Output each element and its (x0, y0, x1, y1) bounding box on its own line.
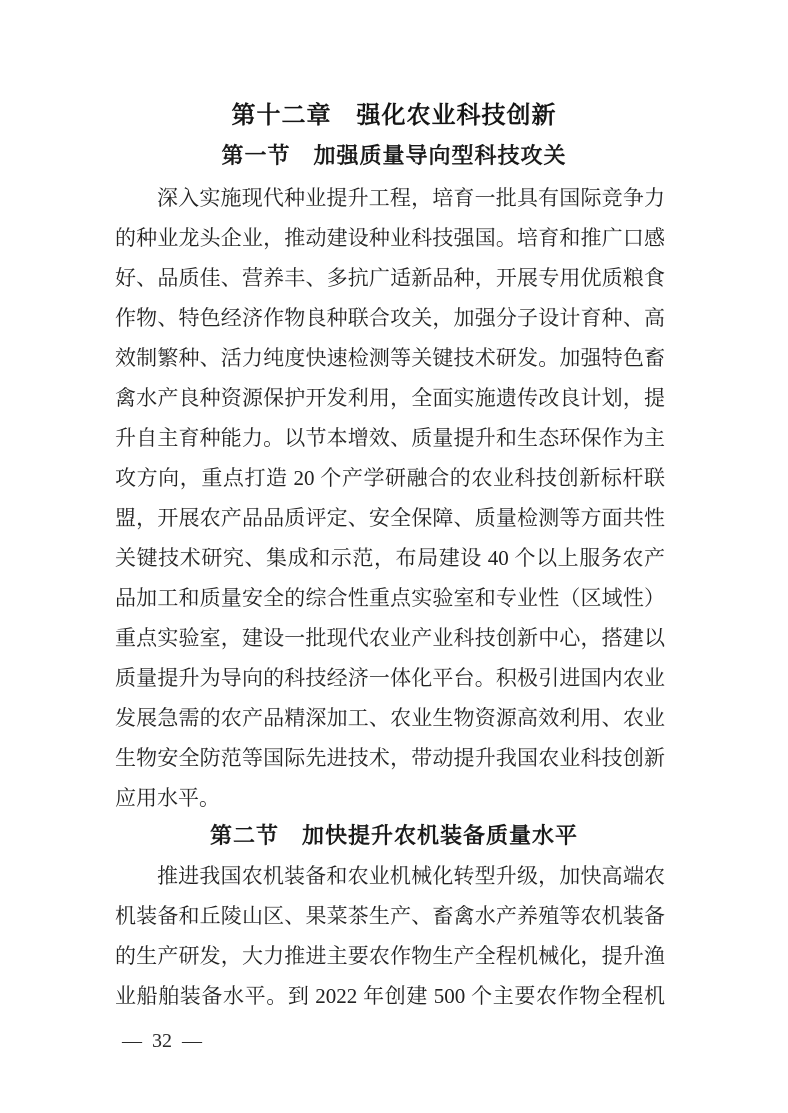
section-1-paragraph (0, 178, 788, 818)
section-title-1: 第一节 加强质量导向型科技攻关 (221, 143, 567, 169)
text-line: 禽水产良种资源保护开发利用，全面实施遗传改良计划，提 (115, 386, 665, 410)
text-line: 品加工和质量安全的综合性重点实验室和专业性（区域性） (115, 586, 665, 610)
page-number: 32 (152, 1030, 172, 1052)
text-line: 作物、特色经济作物良种联合攻关，加强分子设计育种、高 (115, 306, 665, 330)
text-line: 盟，开展农产品品质评定、安全保障、质量检测等方面共性 (115, 506, 665, 530)
text-line: 发展急需的农产品精深加工、农业生物资源高效利用、农业 (115, 706, 665, 730)
text-line: 应用水平。 (115, 786, 220, 810)
page-footer (112, 1030, 788, 1052)
text-line: 升自主育种能力。以节本增效、质量提升和生态环保作为主 (115, 426, 665, 450)
text-line: 好、品质佳、营养丰、多抗广适新品种，开展专用优质粮食 (115, 266, 665, 290)
footer-dash-left: — (122, 1030, 142, 1052)
text-line: 的种业龙头企业，推动建设种业科技强国。培育和推广口感 (115, 226, 665, 250)
text-line: 深入实施现代种业提升工程，培育一批具有国际竞争力 (157, 186, 665, 210)
text-line: 效制繁种、活力纯度快速检测等关键技术研发。加强特色畜 (115, 346, 665, 370)
footer-dash-right: — (182, 1030, 202, 1052)
text-line: 生物安全防范等国际先进技术，带动提升我国农业科技创新 (115, 746, 665, 770)
text-line: 攻方向，重点打造 20 个产学研融合的农业科技创新标杆联 (115, 466, 665, 490)
text-line: 关键技术研究、集成和示范，布局建设 40 个以上服务农产 (115, 546, 665, 570)
text-line: 业船舶装备水平。到 2022 年创建 500 个主要农作物全程机 (115, 984, 665, 1008)
text-line: 重点实验室，建设一批现代农业产业科技创新中心，搭建以 (115, 626, 665, 650)
text-line: 质量提升为导向的科技经济一体化平台。积极引进国内农业 (115, 666, 665, 690)
section-title-2: 第二节 加快提升农机装备质量水平 (209, 823, 578, 849)
text-line: 推进我国农机装备和农业机械化转型升级，加快高端农 (157, 864, 665, 888)
chapter-title: 第十二章 强化农业科技创新 (231, 101, 557, 129)
section-2-paragraph (0, 856, 788, 1016)
text-line: 的生产研发，大力推进主要农作物生产全程机械化，提升渔 (115, 944, 665, 968)
text-line: 机装备和丘陵山区、果菜茶生产、畜禽水产养殖等农机装备 (115, 904, 665, 928)
